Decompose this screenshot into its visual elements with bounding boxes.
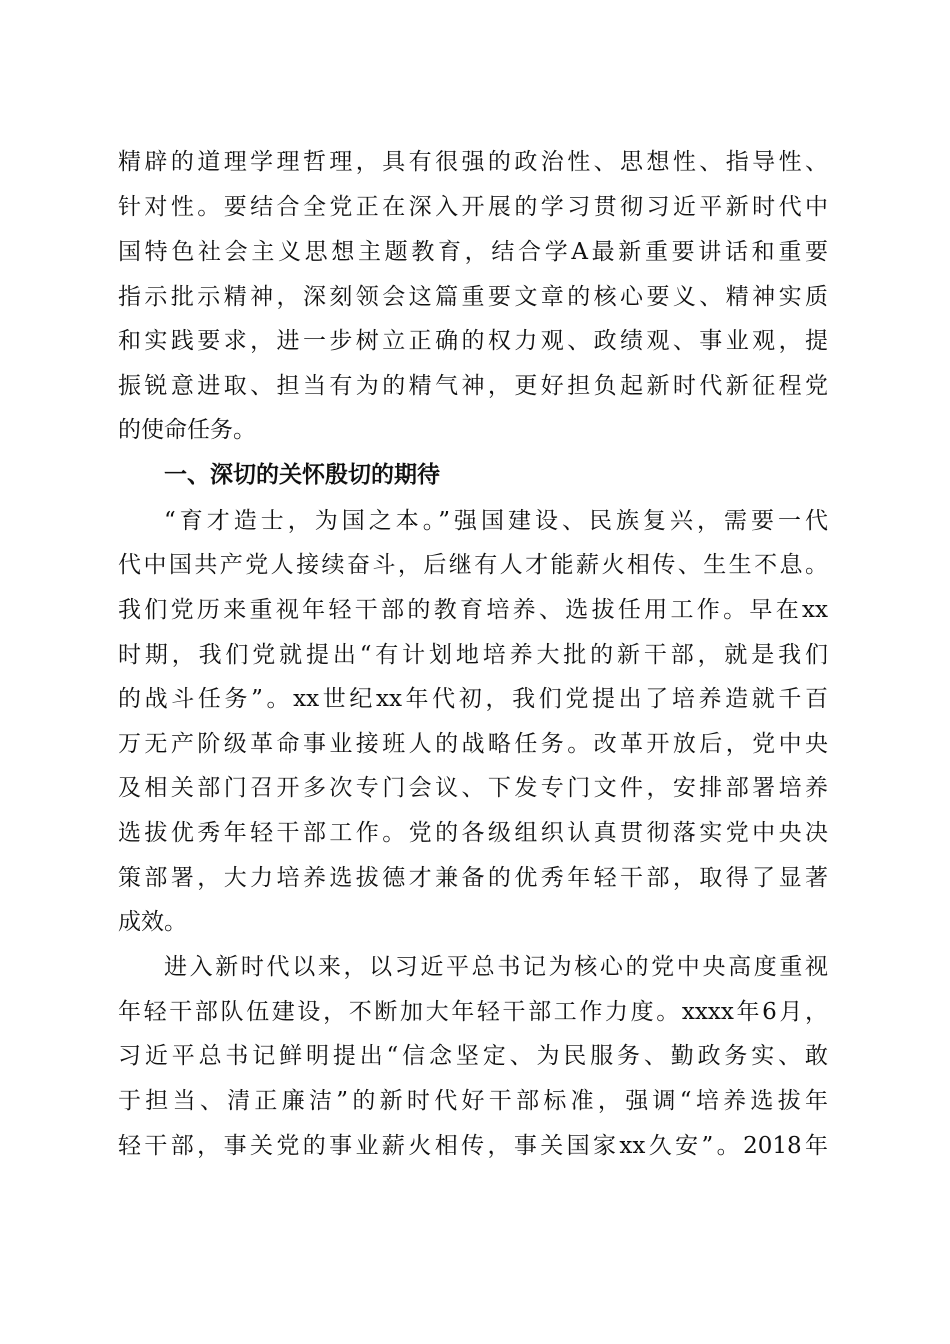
paragraph-2-line-6: 万无产阶级革命事业接班人的战略任务。改革开放后，党中央 [118, 731, 828, 757]
paragraph-2-line-7: 及相关部门召开多次专门会议、下发专门文件，安排部署培养 [118, 775, 828, 801]
paragraph-2-line-4: 时期，我们党就提出“有计划地培养大批的新干部，就是我们 [118, 642, 828, 668]
paragraph-1-line-6: 振锐意进取、担当有为的精气神，更好担负起新时代新征程党 [118, 373, 828, 399]
paragraph-2-line-3: 我们党历来重视年轻干部的教育培养、选拔任用工作。早在xx [118, 597, 828, 623]
paragraph-2-line-8: 选拔优秀年轻干部工作。党的各级组织认真贯彻落实党中央决 [118, 820, 828, 846]
paragraph-1-line-3: 国特色社会主义思想主题教育，结合学A最新重要讲话和重要 [118, 239, 828, 265]
paragraph-2-line-2: 代中国共产党人接续奋斗，后继有人才能薪火相传、生生不息。 [118, 552, 828, 578]
paragraph-1-line-7: 的使命任务。 [118, 417, 256, 443]
paragraph-3-line-4: 于担当、清正廉洁”的新时代好干部标准，强调“培养选拔年 [118, 1088, 828, 1114]
paragraph-3-line-2: 年轻干部队伍建设，不断加大年轻干部工作力度。xxxx年6月， [118, 999, 828, 1025]
section-heading: 一、深切的关怀殷切的期待 [164, 462, 440, 488]
paragraph-3-line-1: 进入新时代以来，以习近平总书记为核心的党中央高度重视 [164, 954, 828, 980]
paragraph-2-line-9: 策部署，大力培养选拔德才兼备的优秀年轻干部，取得了显著 [118, 865, 828, 891]
paragraph-1-line-2: 针对性。要结合全党正在深入开展的学习贯彻习近平新时代中 [118, 194, 828, 220]
paragraph-2-line-1: “育才造士，为国之本。”强国建设、民族复兴，需要一代 [164, 508, 828, 534]
paragraph-1-line-4: 指示批示精神，深刻领会这篇重要文章的核心要义、精神实质 [118, 284, 828, 310]
paragraph-1-line-5: 和实践要求，进一步树立正确的权力观、政绩观、事业观，提 [118, 328, 828, 354]
paragraph-2-line-5: 的战斗任务”。xx世纪xx年代初，我们党提出了培养造就千百 [118, 686, 828, 712]
paragraph-3-line-5: 轻干部，事关党的事业薪火相传，事关国家xx久安”。2018年 [118, 1133, 828, 1159]
paragraph-2-line-10: 成效。 [118, 909, 187, 935]
paragraph-1-line-1: 精辟的道理学理哲理，具有很强的政治性、思想性、指导性、 [118, 149, 828, 175]
paragraph-3-line-3: 习近平总书记鲜明提出“信念坚定、为民服务、勤政务实、敢 [118, 1043, 828, 1069]
